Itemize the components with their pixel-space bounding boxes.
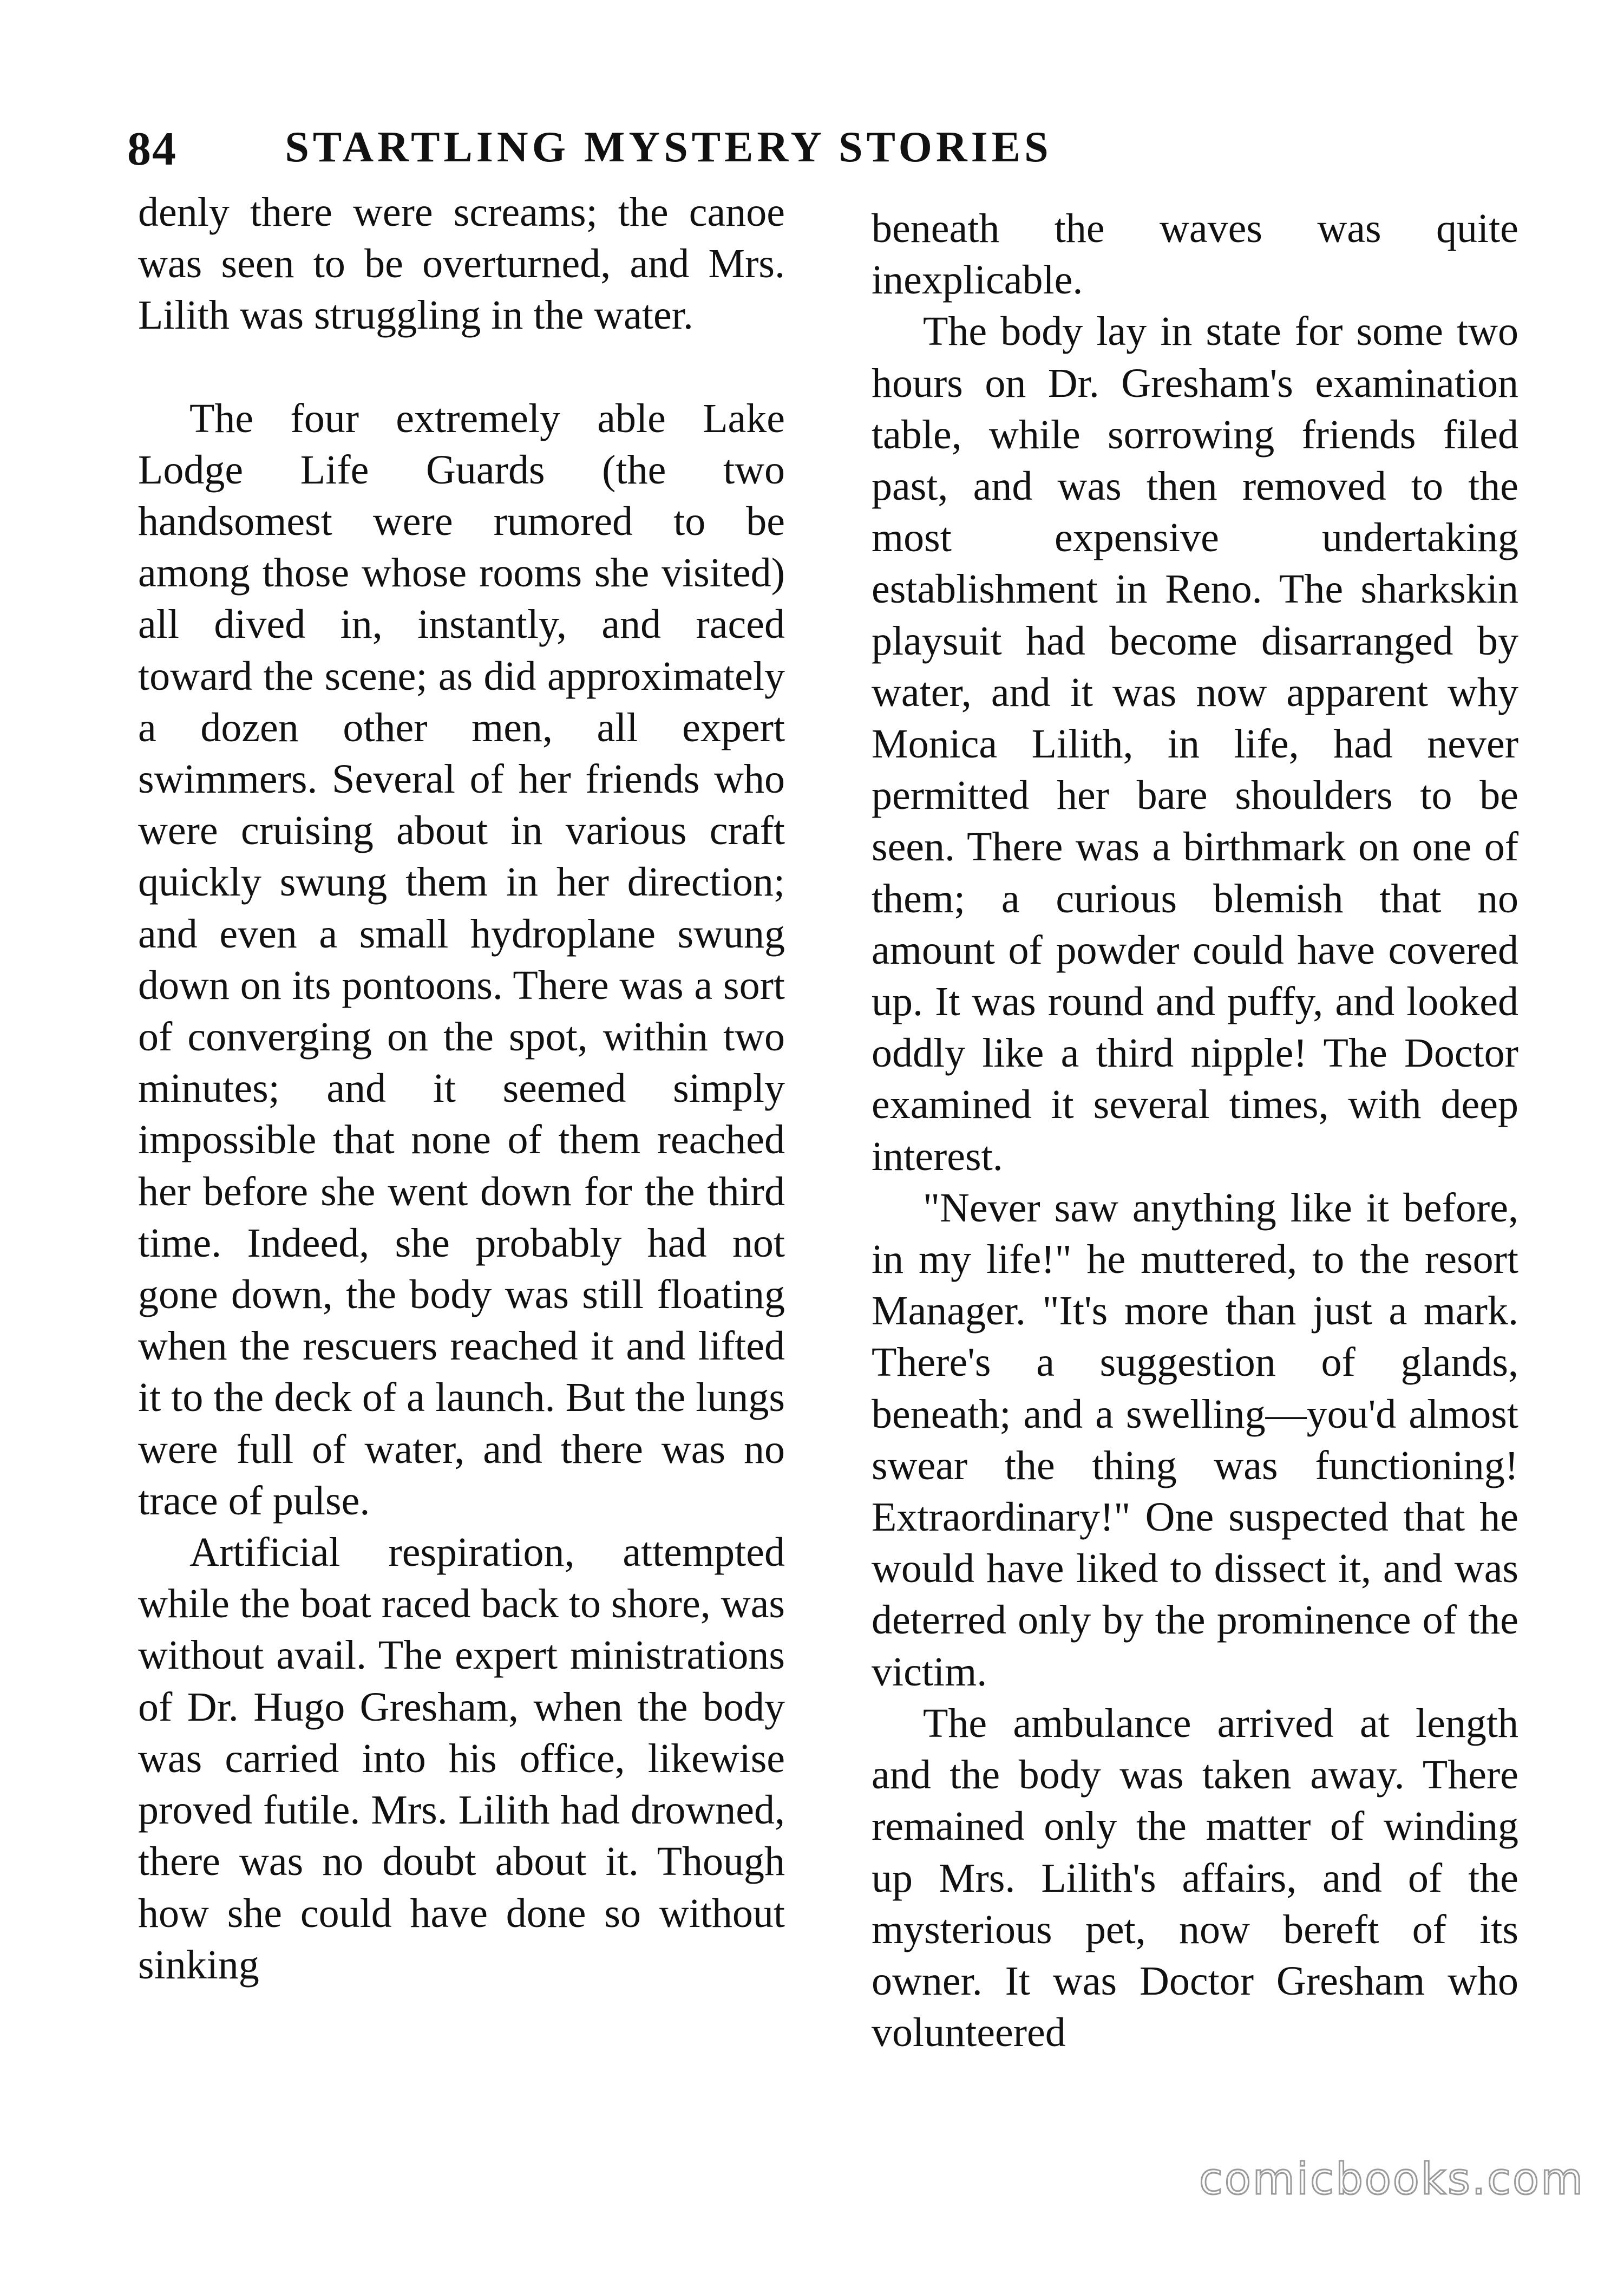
page-header bbox=[127, 123, 1210, 185]
paragraph-ambulance: The ambulance arrived at length and the body was taken away. There remained only the matter of winding up Mrs. Lilith's affairs, and of the mysterious pet, now bereft of its owner. It was Doctor Gresham who volunteered bbox=[872, 1700, 1518, 2056]
right-column bbox=[872, 203, 1518, 2059]
left-column bbox=[138, 187, 785, 1991]
paragraph-continued: denly there were screams; the canoe was seen to be overturned, and Mrs. Lilith was struggling in the water. bbox=[138, 190, 785, 338]
watermark-logo: comicbooks.com bbox=[1199, 2154, 1585, 2204]
running-title: STARTLING MYSTERY STORIES bbox=[285, 123, 1052, 171]
page-number: 84 bbox=[127, 123, 177, 175]
paragraph-rescue: The four extremely able Lake Lodge Life Guards (the two handsomest were rumored to be among those whose rooms she visited) all dived in, instantly, and raced toward the scene; as did approximately a dozen other men, all expert swimmers. Several of her friends who were cruising about in various craft quickly swung them in her direction; and even a small hydroplane swung down on its pontoons. There was a sort of converging on the spot, within two minutes; and it seemed simply impossible that none of them reached her before she went down for the third time. Indeed, she probably had not gone down, the body was still floating when the rescuers reached it and lifted it to the deck of a launch. But the lungs were full of water, and there was no trace of pulse. bbox=[138, 395, 785, 1524]
paragraph-body-in-state: The body lay in state for some two hours on Dr. Gresham's examination table, while sorrowing friends filed past, and was then removed to the most expensive undertaking establishment in Reno. The sharkskin playsuit had become disarranged by water, and it was now apparent why Monica Lilith, in life, had never permitted her bare shoulders to be seen. There was a birthmark on one of them; a curious blemish that no amount of powder could have covered up. It was round and puffy, and looked oddly like a third nipple! The Doctor examined it several times, with deep interest. bbox=[872, 309, 1518, 1179]
paragraph-doctor-quote: "Never saw anything like it before, in my life!" he muttered, to the resort Manager. "It's more than just a mark. There's a suggestion of glands, beneath; and a swelling—you'd almost swear the thing was functioning! Extraordinary!" One suspected that he would have liked to dissect it, and was deterred only by the prominence of the victim. bbox=[872, 1185, 1518, 1695]
paragraph-continued-right: beneath the waves was quite inexplicable. bbox=[872, 206, 1518, 303]
paragraph-respiration: Artificial respiration, attempted while the boat raced back to shore, was without avail. The expert ministrations of Dr. Hugo Gresham, when the body was carried into his office, likewise proved futile. Mrs. Lilith had drowned, there was no doubt about it. Though how she could have done so without sinking bbox=[138, 1530, 785, 1988]
